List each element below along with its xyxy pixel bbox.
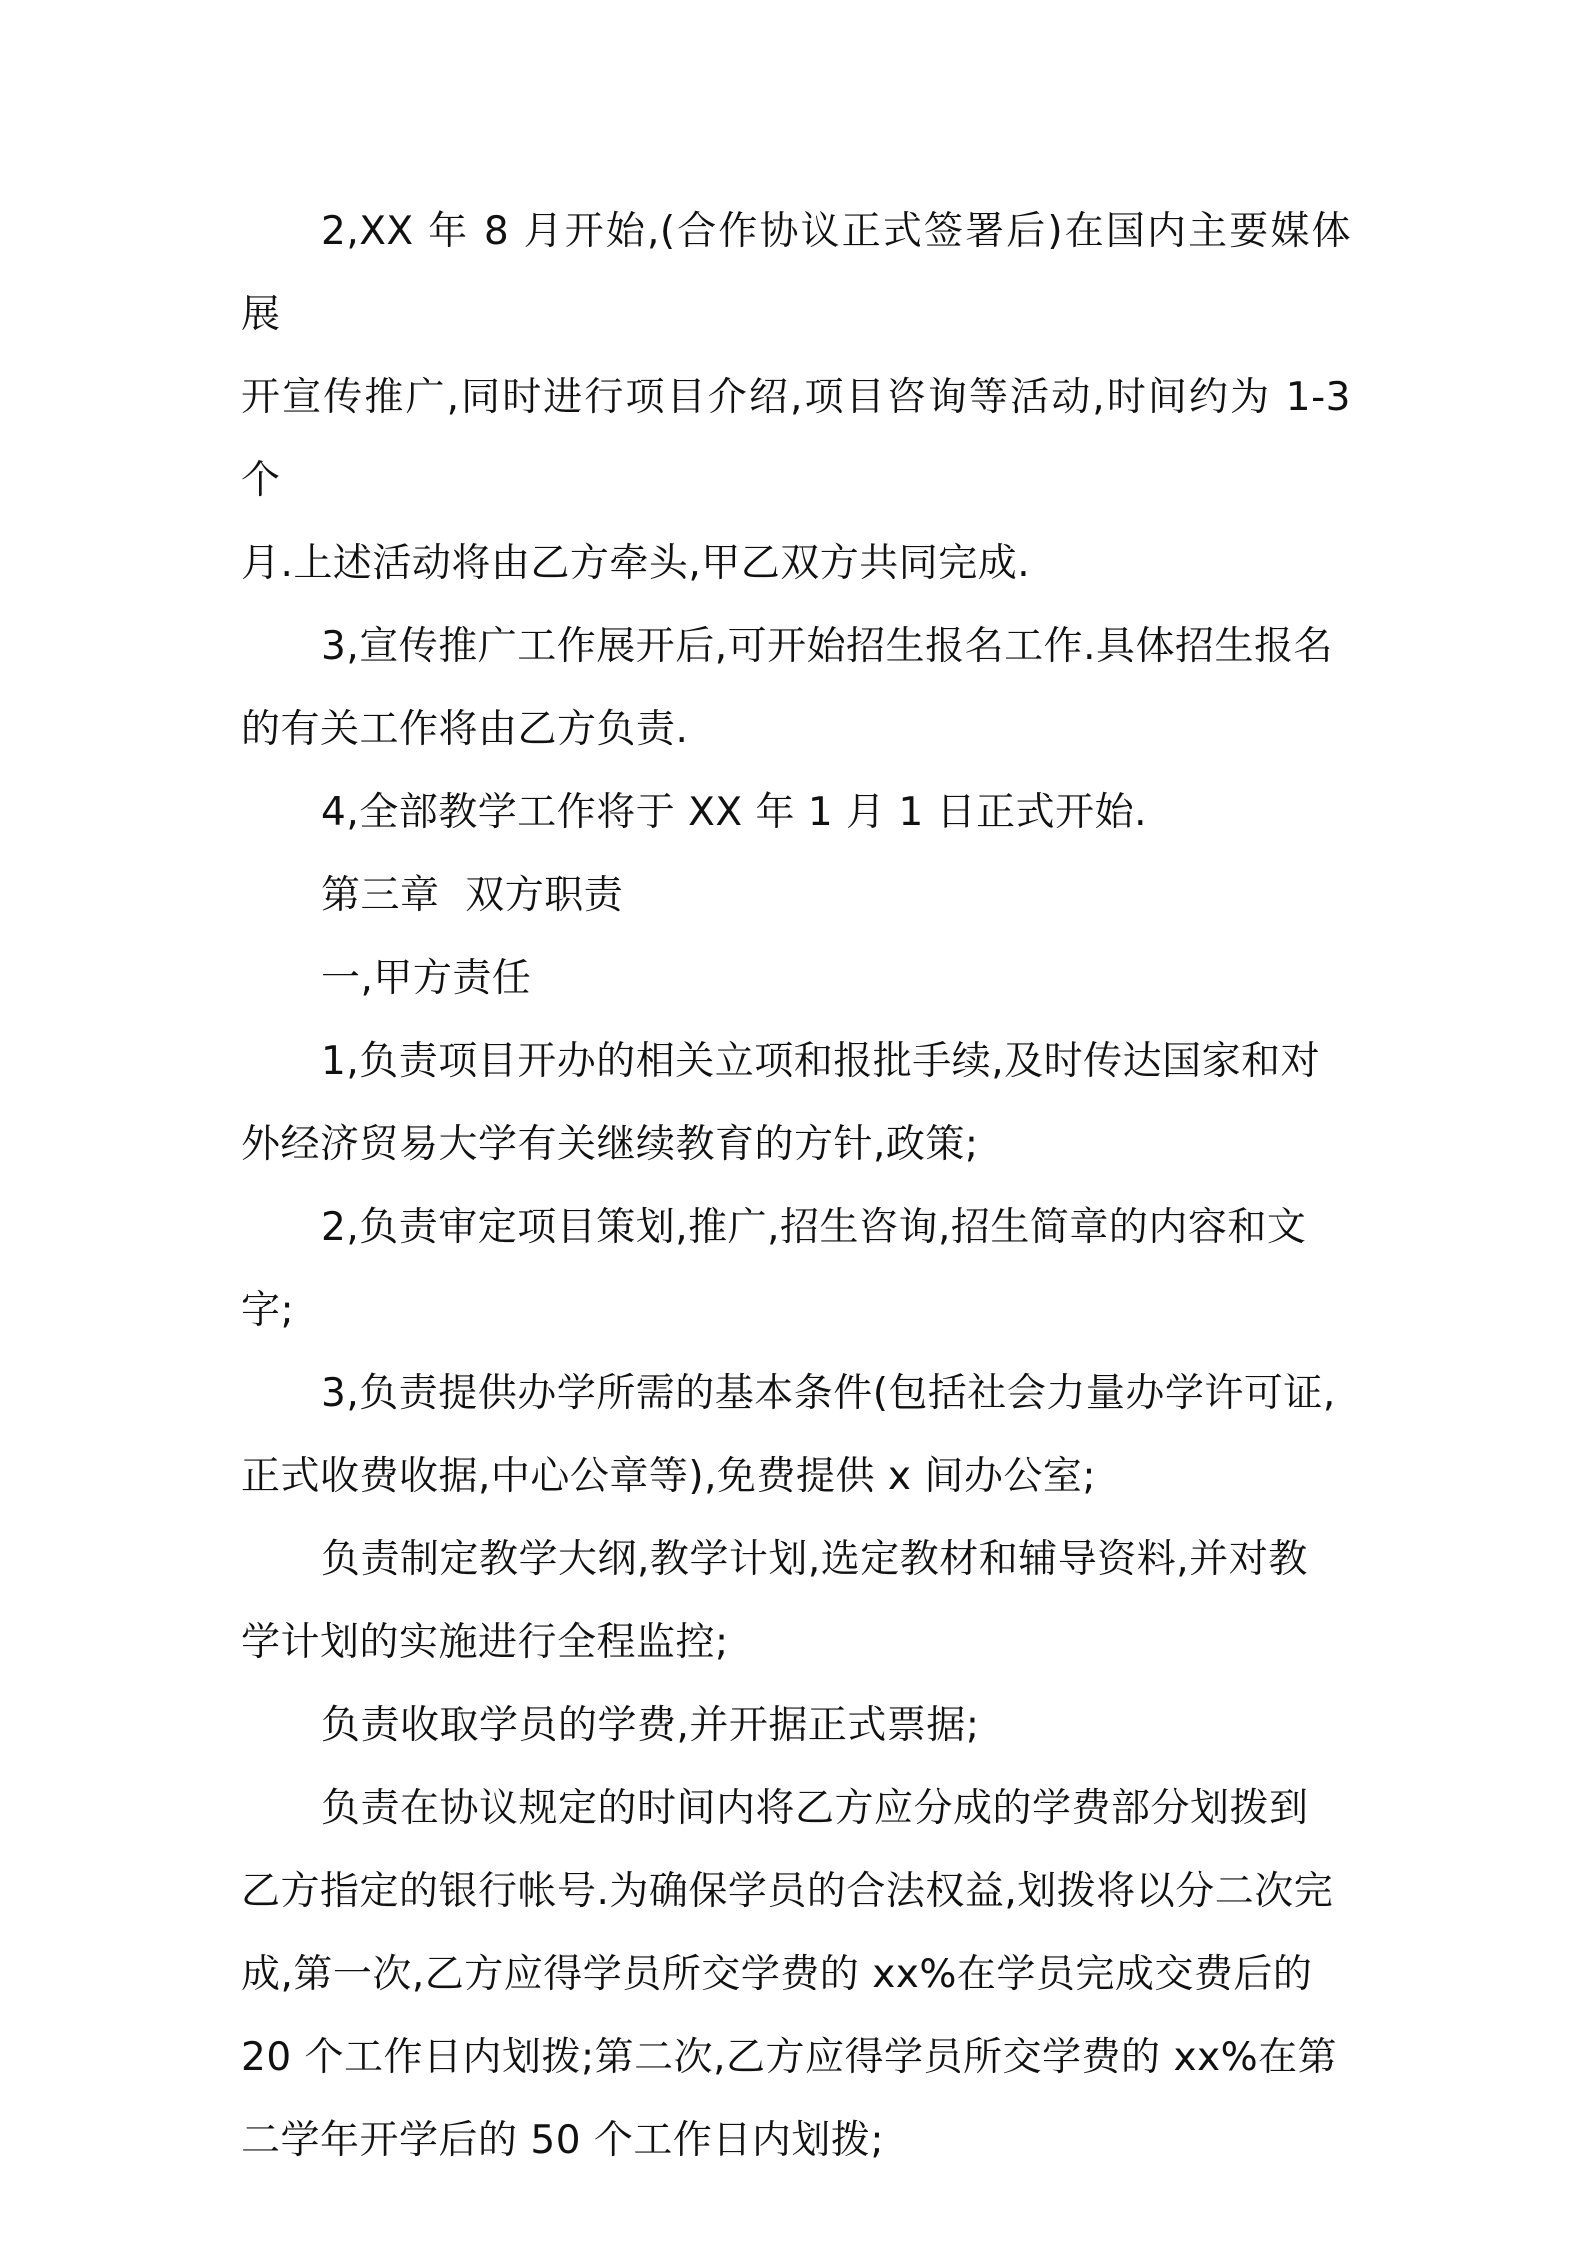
paragraph-2-line-1: 3,宣传推广工作展开后,可开始招生报名工作.具体招生报名	[321, 624, 1334, 669]
paragraph-10-line-1: 负责收取学员的学费,并开据正式票据;	[321, 1703, 980, 1748]
paragraph-7-line-1: 2,负责审定项目策划,推广,招生咨询,招生简章的内容和文	[321, 1205, 1307, 1250]
paragraph-11-line-3: 成,第一次,乙方应得学员所交学费的 xx%在学员完成交费后的	[241, 1952, 1313, 1997]
paragraph-9	[241, 1518, 1351, 1684]
paragraph-6-line-2: 外经济贸易大学有关继续教育的方针,政策;	[241, 1122, 979, 1167]
paragraph-9-line-2: 学计划的实施进行全程监控;	[241, 1620, 729, 1665]
paragraph-11-line-5: 二学年开学后的 50 个工作日内划拨;	[241, 2118, 885, 2163]
paragraph-11-line-2: 乙方指定的银行帐号.为确保学员的合法权益,划拨将以分二次完	[241, 1869, 1334, 1914]
paragraph-10	[241, 1684, 1351, 1767]
paragraph-8	[241, 1352, 1351, 1518]
section-heading-party-a	[241, 937, 1351, 1020]
paragraph-6	[241, 1020, 1351, 1186]
paragraph-1-line-2: 开宣传推广,同时进行项目介绍,项目咨询等活动,时间约为 1-3 个	[241, 375, 1351, 503]
paragraph-1-line-1: 2,XX 年 8 月开始,(合作协议正式签署后)在国内主要媒体展	[241, 209, 1351, 337]
document-page	[241, 190, 1351, 2182]
paragraph-1	[241, 190, 1351, 605]
paragraph-8-line-1: 3,负责提供办学所需的基本条件(包括社会力量办学许可证,	[321, 1371, 1336, 1416]
paragraph-7-line-2: 字;	[241, 1288, 295, 1333]
paragraph-11-line-4: 20 个工作日内划拨;第二次,乙方应得学员所交学费的 xx%在第	[241, 2035, 1338, 2080]
paragraph-3	[241, 771, 1351, 854]
paragraph-2	[241, 605, 1351, 771]
paragraph-1-line-3: 月.上述活动将由乙方牵头,甲乙双方共同完成.	[241, 541, 1031, 586]
paragraph-8-line-2: 正式收费收据,中心公章等),免费提供 x 间办公室;	[241, 1454, 1097, 1499]
section-heading-text: 一,甲方责任	[321, 956, 532, 1001]
chapter-heading	[241, 854, 1351, 937]
paragraph-7	[241, 1186, 1351, 1352]
paragraph-3-line-1: 4,全部教学工作将于 XX 年 1 月 1 日正式开始.	[321, 790, 1148, 835]
paragraph-6-line-1: 1,负责项目开办的相关立项和报批手续,及时传达国家和对	[321, 1039, 1321, 1084]
paragraph-11-line-1: 负责在协议规定的时间内将乙方应分成的学费部分划拨到	[321, 1786, 1309, 1831]
paragraph-2-line-2: 的有关工作将由乙方负责.	[241, 707, 689, 752]
paragraph-11	[241, 1767, 1351, 2182]
chapter-heading-text: 第三章 双方职责	[321, 873, 624, 918]
paragraph-9-line-1: 负责制定教学大纲,教学计划,选定教材和辅导资料,并对教	[321, 1537, 1308, 1582]
